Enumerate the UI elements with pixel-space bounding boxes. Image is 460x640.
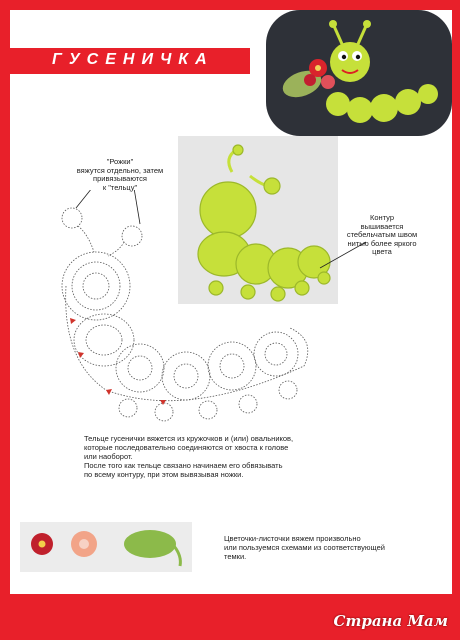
instruction-line: Тельце гусенички вяжется из кружочков и (или) овальников, — [84, 434, 294, 443]
contour-note — [332, 214, 432, 257]
instruction-line: Цветочки-листочки вяжем произвольно — [224, 534, 361, 543]
contour-note-line: цвета — [372, 247, 392, 256]
frame-left-border — [0, 0, 10, 640]
flowers-leaf-photo — [20, 522, 192, 572]
contour-note-line: вышивается — [360, 221, 404, 231]
instruction-line: или наоборот. — [84, 452, 133, 461]
instruction-line: После того как тельце связано начинаем его обвязывать — [84, 461, 283, 470]
horns-note-line: привязываются — [93, 174, 147, 183]
instruction-line: или пользуемся схемами из соответствующей — [224, 543, 385, 552]
instruction-line: по всему контуру, при этом вывязывая ножки. — [84, 470, 244, 479]
page-title: ГУСЕНИЧКА — [52, 51, 214, 68]
horns-note-line: "Рожки" — [106, 157, 134, 166]
pink-flower — [71, 531, 97, 557]
site-logo: Страна Мам — [333, 612, 448, 630]
horns-note-line: к "тельцу" — [102, 182, 138, 192]
red-flower — [31, 533, 53, 555]
horns-note — [60, 158, 180, 192]
finished-caterpillar-photo — [266, 10, 452, 136]
frame-right-border — [452, 0, 460, 640]
contour-note-line: стебельчатым швом — [346, 230, 418, 239]
body-instructions — [84, 434, 344, 479]
flowers-instructions — [224, 534, 424, 561]
contour-note-line: нитью более яркого — [347, 238, 417, 248]
frame-top-border — [0, 0, 460, 10]
crocheted-caterpillar-photo — [178, 136, 338, 304]
horns-note-line: вяжутся отдельно, затем — [76, 165, 164, 175]
instruction-line: темки. — [224, 552, 247, 561]
instruction-line: которые последовательно соединяются от хвоста к голове — [84, 443, 289, 452]
contour-note-line: Контур — [369, 213, 395, 222]
